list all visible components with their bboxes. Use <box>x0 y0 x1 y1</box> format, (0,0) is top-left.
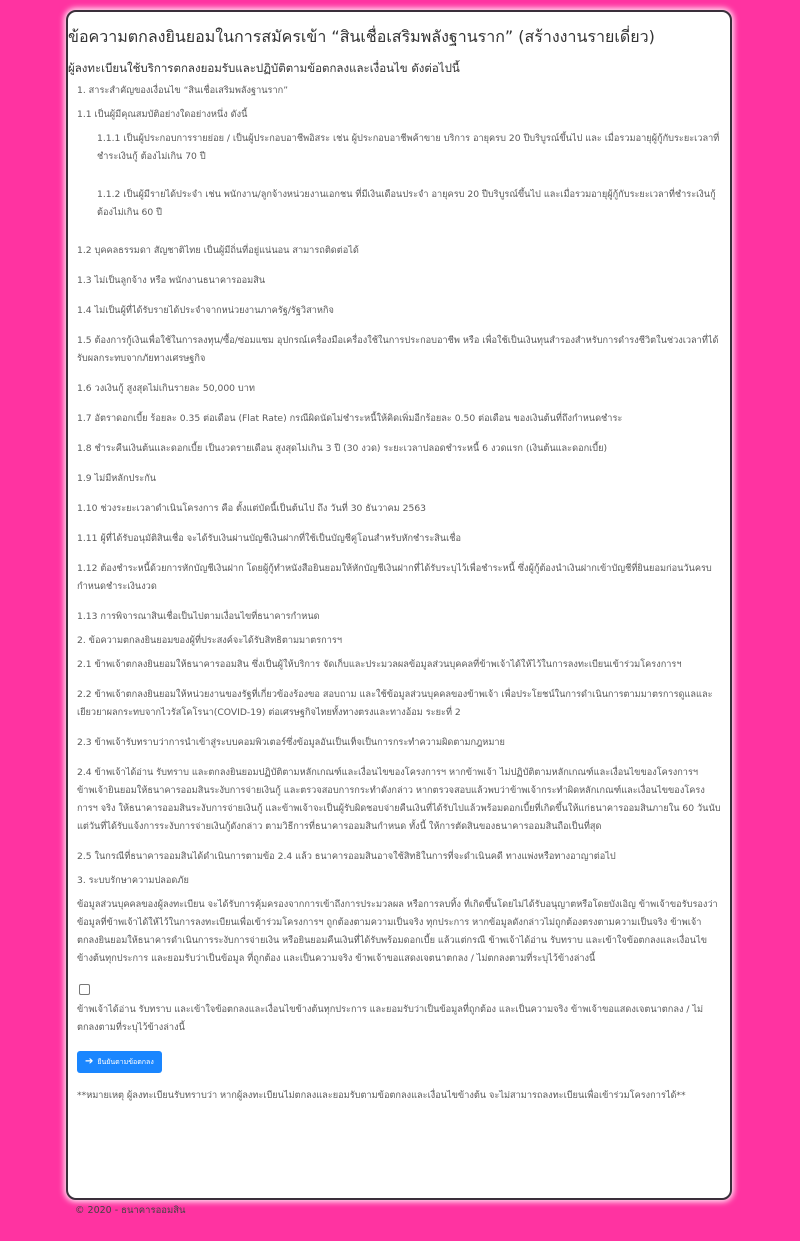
disclaimer-note: **หมายเหตุ ผู้ลงทะเบียนรับทราบว่า หากผู้ลงทะเบียนไม่ตกลงและยอมรับตามข้อตกลงและเงื่อนไขข้างต้น จะไม่สามารถลงทะเบียนเพื่อเข้าร่วมโครงการได้** <box>77 1090 686 1101</box>
term-1-1-2: 1.1.2 เป็นผู้มีรายได้ประจำ เช่น พนักงาน/ลูกจ้างหน่วยงานเอกชน ที่มีเงินเดือนประจำ อายุครบ 20 ปีบริบูรณ์ขึ้นไป และเมื่อรวมอายุผู้กู้กับระยะเวลาที่ชำระเงินกู้ต้องไม่เกิน 60 ปี <box>97 189 716 218</box>
term-1-2: 1.2 บุคคลธรรมดา สัญชาติไทย เป็นผู้มีถิ่นที่อยู่แน่นอน สามารถติดต่อได้ <box>77 245 359 256</box>
term-1-3: 1.3 ไม่เป็นลูกจ้าง หรือ พนักงานธนาคารออมสิน <box>77 275 266 286</box>
term-1-10: 1.10 ช่วงระยะเวลาดำเนินโครงการ คือ ตั้งแต่บัดนี้เป็นต้นไป ถึง วันที่ 30 ธันวาคม 2563 <box>77 503 427 514</box>
term-1-13: 1.13 การพิจารณาสินเชื่อเป็นไปตามเงื่อนไขที่ธนาคารกำหนด <box>77 611 320 622</box>
section-3-heading: 3. ระบบรักษาความปลอดภัย <box>77 875 189 886</box>
page-subtitle: ผู้ลงทะเบียนใช้บริการตกลงยอมรับและปฏิบัติตามข้อตกลงและเงื่อนไข ดังต่อไปนี้ <box>68 61 460 75</box>
term-1-1-1: 1.1.1 เป็นผู้ประกอบการรายย่อย / เป็นผู้ประกอบอาชีพอิสระ เช่น ผู้ประกอบอาชีพค้าขาย บริการ อายุครบ 20 ปีบริบูรณ์ขึ้นไป และ เมื่อรวมอายุผู้กู้กับระยะเวลาที่ชำระเงินกู้ ต้องไม่เกิน 70 ปี <box>97 133 720 162</box>
term-1-4: 1.4 ไม่เป็นผู้ที่ได้รับรายได้ประจำจากหน่วยงานภาครัฐ/รัฐวิสาหกิจ <box>77 305 334 316</box>
terms-card <box>66 10 732 1200</box>
consent-checkbox[interactable] <box>79 984 90 995</box>
term-1-8: 1.8 ชำระคืนเงินต้นและดอกเบี้ย เป็นงวดรายเดือน สูงสุดไม่เกิน 3 ปี (30 งวด) ระยะเวลาปลอดชำระหนี้ 6 งวดแรก (เงินต้นและดอกเบี้ย) <box>77 443 608 454</box>
term-2-4: 2.4 ข้าพเจ้าได้อ่าน รับทราบ และตกลงยินยอมปฏิบัติตามหลักเกณฑ์และเงื่อนไขของโครงการฯ หากข้าพเจ้า ไม่ปฏิบัติตามหลักเกณฑ์และเงื่อนไขของโครงการฯ ข้าพเจ้ายินยอมให้ธนาคารออมสินระงับการจ่ายเงินกู้ และตรวจสอบการกระทำดังกล่าว หากตรวจสอบแล้วพบว่าข้าพเจ้ากระทำผิดหลักเกณฑ์และเงื่อนไขของโครงการฯ จริง ให้ธนาคารออมสินระงับการจ่ายเงินกู้ และข้าพเจ้าจะเป็นผู้รับผิดชอบจ่ายคืนเงินที่ได้รับไปแล้วพร้อมดอกเบี้ยที่เกิดขึ้นให้แก่ธนาคารออมสินภายใน 60 วันนับแต่วันที่ได้รับแจ้งการระงับการจ่ายเงินกู้ดังกล่าว ตามวิธีการที่ธนาคารออมสินกำหนด ทั้งนี้ ให้การตัดสินของธนาคารออมสินถือเป็นที่สุด <box>77 767 721 832</box>
consent-label: ข้าพเจ้าได้อ่าน รับทราบ และเข้าใจข้อตกลงและเงื่อนไขข้างต้นทุกประการ และยอมรับว่าเป็นข้อมูลที่ถูกต้อง และเป็นความจริง ข้าพเจ้าขอแสดงเจตนาตกลง / ไม่ตกลงตามที่ระบุไว้ข้างล่างนี้ <box>77 1004 704 1033</box>
section-2-heading: 2. ข้อความตกลงยินยอมของผู้ที่ประสงค์จะได้รับสิทธิตามมาตรการฯ <box>77 635 342 646</box>
arrow-right-icon: ➔ <box>85 1056 94 1067</box>
page-title: ข้อความตกลงยินยอมในการสมัครเข้า “สินเชื่อเสริมพลังฐานราก” (สร้างงานรายเดี่ยว) <box>68 27 655 46</box>
section-1-heading: 1. สาระสำคัญของเงื่อนไข “สินเชื่อเสริมพลังฐานราก” <box>77 85 288 96</box>
confirm-button-label: ยืนยันตามข้อตกลง <box>97 1057 154 1066</box>
term-2-2: 2.2 ข้าพเจ้าตกลงยินยอมให้หน่วยงานของรัฐที่เกี่ยวข้องร้องขอ สอบถาม และใช้ข้อมูลส่วนบุคคลของข้าพเจ้า เพื่อประโยชน์ในการดำเนินการตามมาตรการดูแลและเยียวยาผลกระทบจากไวรัสโคโรนา(COVID-19) ต่อเศรษฐกิจไทยทั้งทางตรงและทางอ้อม ระยะที่ 2 <box>77 689 713 718</box>
term-1-1: 1.1 เป็นผู้มีคุณสมบัติอย่างใดอย่างหนึ่ง ดังนี้ <box>77 109 248 120</box>
terms-body <box>68 82 730 1105</box>
term-1-11: 1.11 ผู้ที่ได้รับอนุมัติสินเชื่อ จะได้รับเงินผ่านบัญชีเงินฝากที่ใช้เป็นบัญชีคู่โอนสำหรับหักชำระสินเชื่อ <box>77 533 462 544</box>
confirm-button[interactable] <box>77 1051 162 1073</box>
term-2-3: 2.3 ข้าพเจ้ารับทราบว่าการนำเข้าสู่ระบบคอมพิวเตอร์ซึ่งข้อมูลอันเป็นเท็จเป็นการกระทำความผิดตามกฎหมาย <box>77 737 505 748</box>
term-1-7: 1.7 อัตราดอกเบี้ย ร้อยละ 0.35 ต่อเดือน (Flat Rate) กรณีผิดนัดไม่ชำระหนี้ให้คิดเพิ่มอีกร้อยละ 0.50 ต่อเดือน ของเงินต้นที่ถึงกำหนดชำระ <box>77 413 623 424</box>
term-1-6: 1.6 วงเงินกู้ สูงสุดไม่เกินรายละ 50,000 บาท <box>77 383 255 394</box>
term-2-5: 2.5 ในกรณีที่ธนาคารออมสินได้ดำเนินการตามข้อ 2.4 แล้ว ธนาคารออมสินอาจใช้สิทธิในการที่จะดำเนินคดี ทางแพ่งหรือทางอาญาต่อไป <box>77 851 616 862</box>
footer-copyright: © 2020 - ธนาคารออมสิน <box>75 1205 186 1216</box>
term-1-9: 1.9 ไม่มีหลักประกัน <box>77 473 157 484</box>
term-3-body: ข้อมูลส่วนบุคคลของผู้ลงทะเบียน จะได้รับการคุ้มครองจากการเข้าถึงการประมวลผล หรือการลบทิ้ง ที่เกิดขึ้นโดยไม่ได้รับอนุญาตหรือโดยบังเอิญ ข้าพเจ้าขอรับรองว่าข้อมูลที่ข้าพเจ้าได้ให้ไว้ในการลงทะเบียนเพื่อเข้าร่วมโครงการฯ ถูกต้องตามความเป็นจริง ทุกประการ หากข้อมูลดังกล่าวไม่ถูกต้องตรงตามความเป็นจริง ข้าพเจ้าตกลงยินยอมให้ธนาคารดำเนินการระงับการจ่ายเงิน หรือยินยอมคืนเงินที่ได้รับพร้อมดอกเบี้ย แล้วแต่กรณี ข้าพเจ้าได้อ่าน รับทราบ และเข้าใจข้อตกลงและเงื่อนไขข้างต้นทุกประการ และยอมรับว่าเป็นข้อมูล ที่ถูกต้อง และเป็นความจริง ข้าพเจ้าขอแสดงเจตนาตกลง / ไม่ตกลงตามที่ระบุไว้ข้างล่างนี้ <box>77 899 718 964</box>
term-1-5: 1.5 ต้องการกู้เงินเพื่อใช้ในการลงทุน/ซื้อ/ซ่อมแซม อุปกรณ์เครื่องมือเครื่องใช้ในการประกอบอาชีพ หรือ เพื่อใช้เป็นเงินทุนสำรองสำหรับการดำรงชีวิตในช่วงเวลาที่ได้รับผลกระทบจากภัยทางเศรษฐกิจ <box>77 335 719 364</box>
term-2-1: 2.1 ข้าพเจ้าตกลงยินยอมให้ธนาคารออมสิน ซึ่งเป็นผู้ให้บริการ จัดเก็บและประมวลผลข้อมูลส่วนบุคคลที่ข้าพเจ้าได้ให้ไว้ในการลงทะเบียนเข้าร่วมโครงการฯ <box>77 659 682 670</box>
term-1-12: 1.12 ต้องชำระหนี้ด้วยการหักบัญชีเงินฝาก โดยผู้กู้ทำหนังสือยินยอมให้หักบัญชีเงินฝากที่ได้รับระบุไว้เพื่อชำระหนี้ ซึ่งผู้กู้ต้องนำเงินฝากเข้าบัญชีที่ยินยอมก่อนวันครบกำหนดชำระเงินงวด <box>77 563 712 592</box>
